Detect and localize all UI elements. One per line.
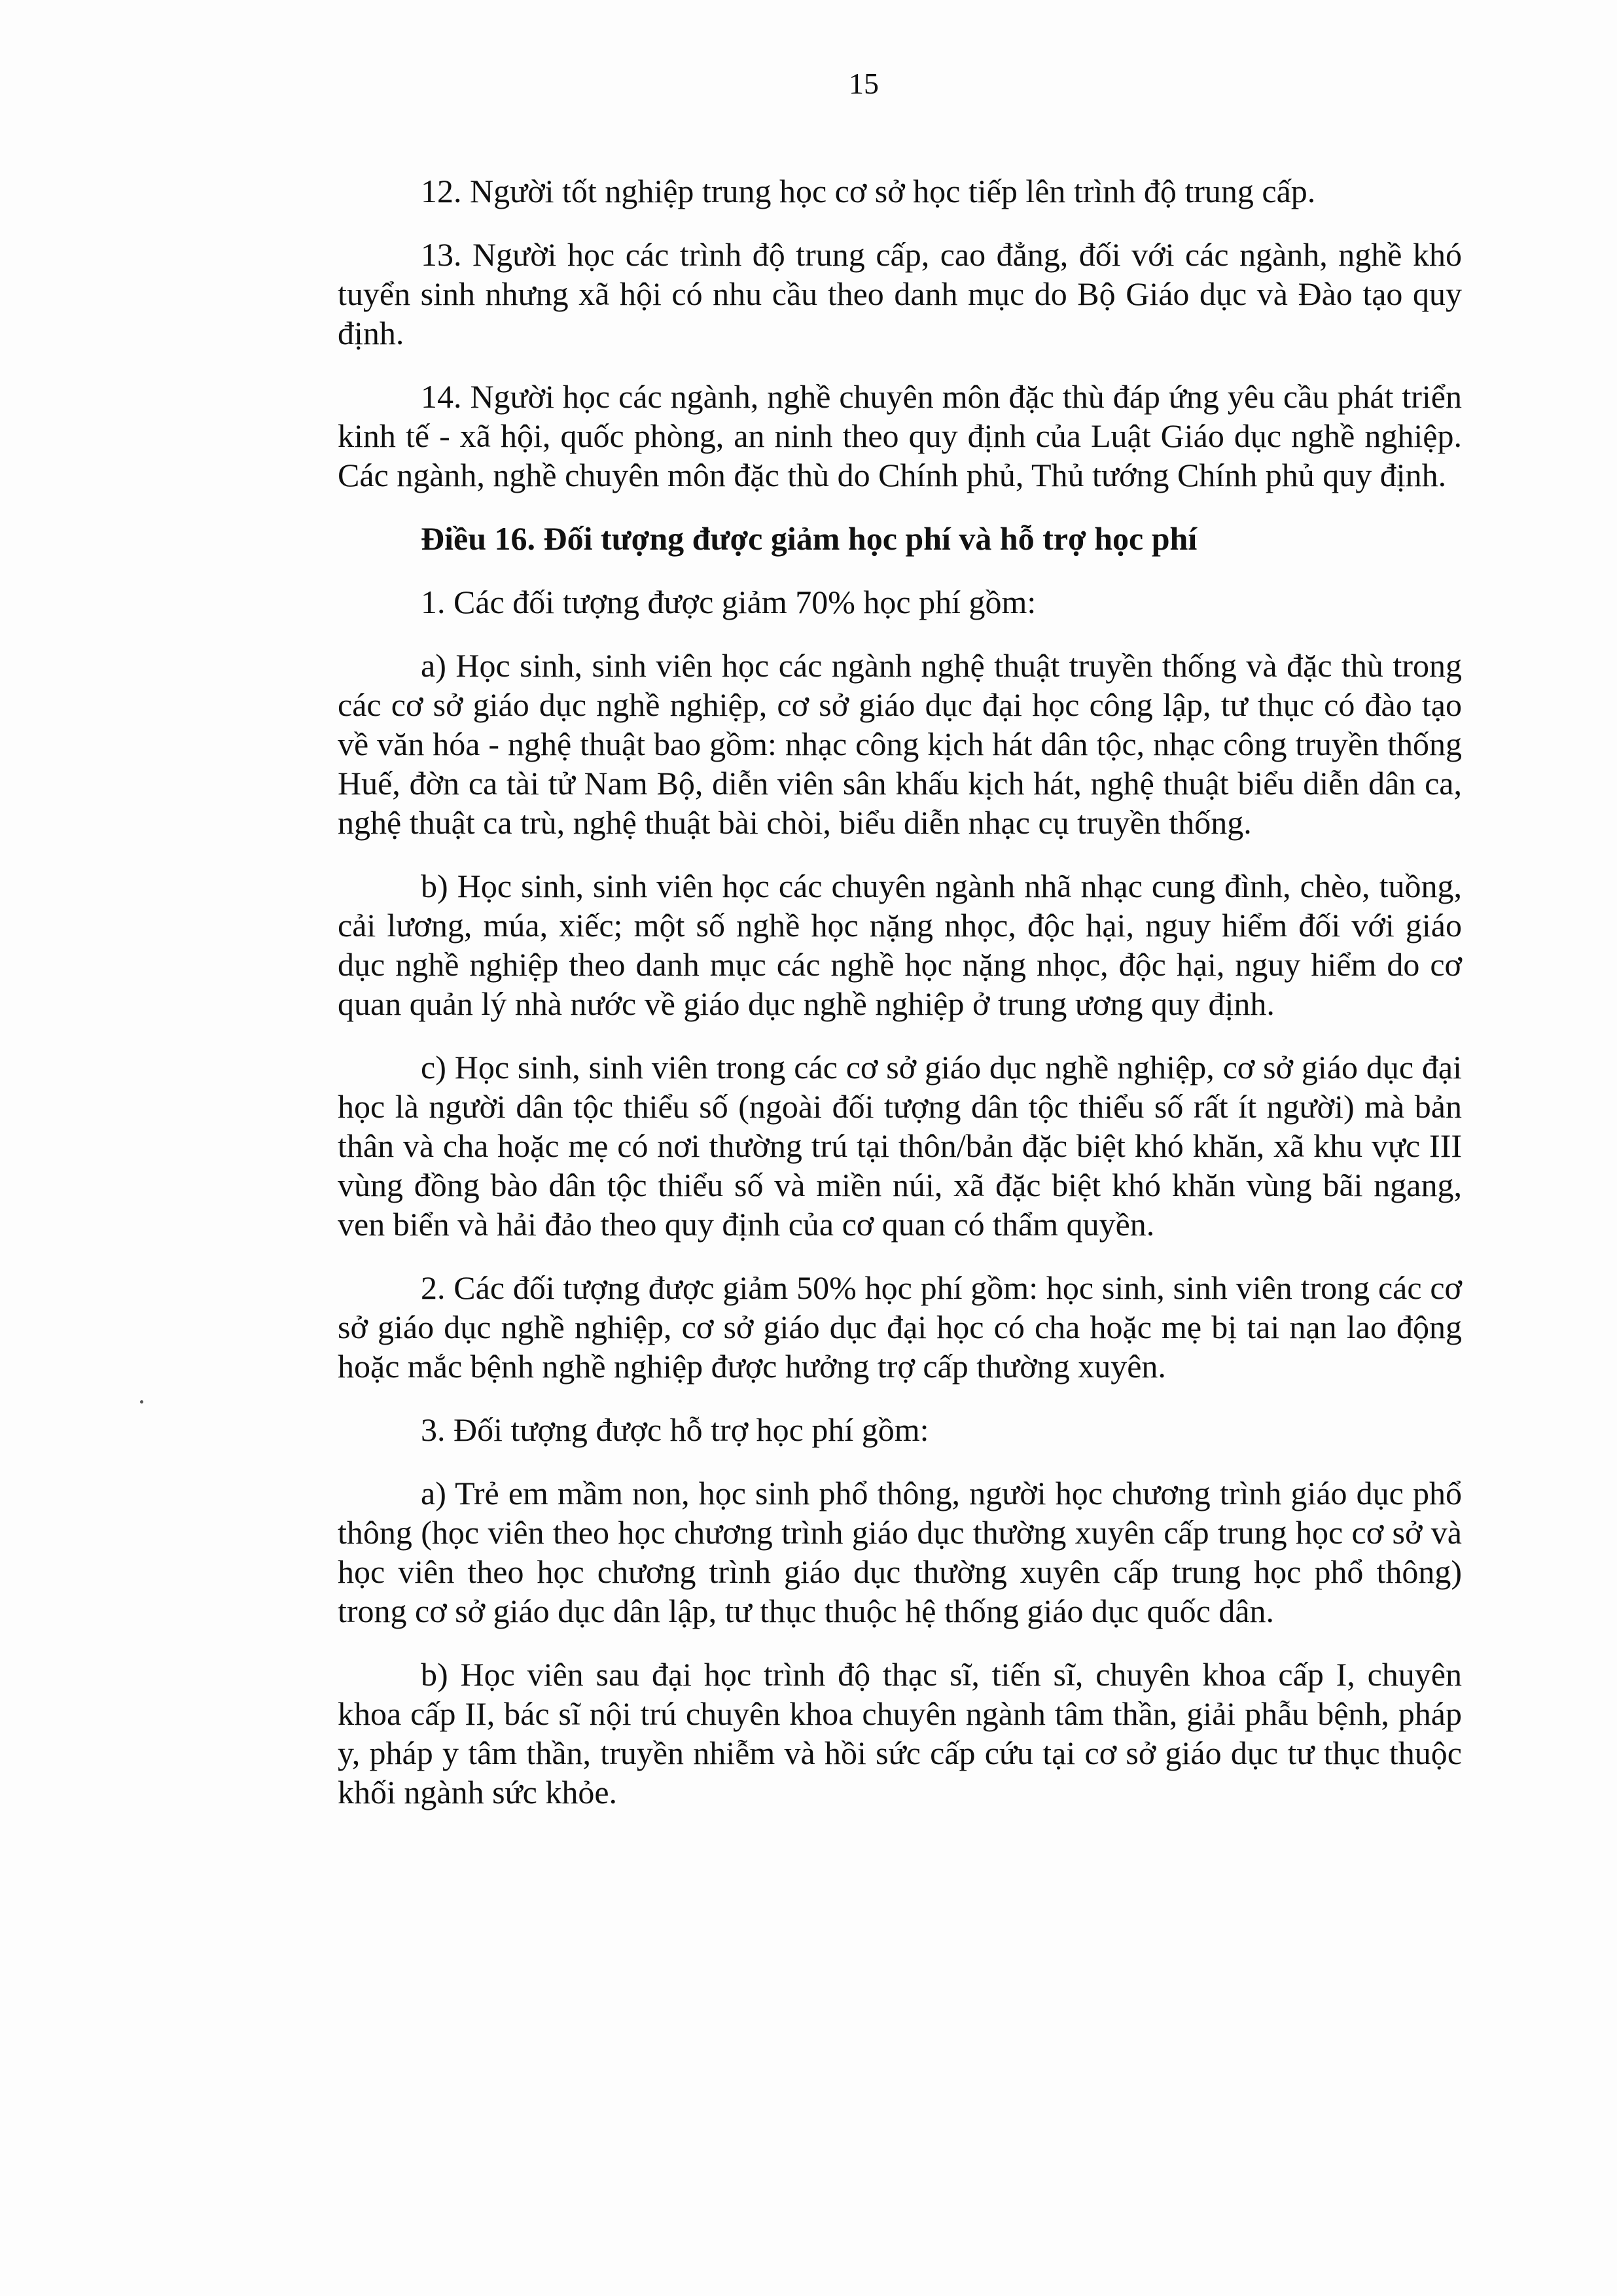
clause-1-point-b: b) Học sinh, sinh viên học các chuyên ngành nhã nhạc cung đình, chèo, tuồng, cải lương, múa, xiếc; một số nghề học nặng nhọc, độc hại, nguy hiểm đối với giáo dục nghề nghiệp theo danh mục các nghề học nặng nhọc, độc hại, nguy hiểm do cơ quan quản lý nhà nước về giáo dục nghề nghiệp ở trung ương quy định. xyxy=(338,868,1462,1022)
clause-3: 3. Đối tượng được hỗ trợ học phí gồm: xyxy=(421,1411,929,1448)
page-number: 15 xyxy=(849,67,879,100)
paragraph-item-12: 12. Người tốt nghiệp trung học cơ sở học tiếp lên trình độ trung cấp. xyxy=(421,173,1316,209)
paragraph-item-14: 14. Người học các ngành, nghề chuyên môn đặc thù đáp ứng yêu cầu phát triển kinh tế - xã hội, quốc phòng, an ninh theo quy định của Luật Giáo dục nghề nghiệp. Các ngành, nghề chuyên môn đặc thù do Chính phủ, Thủ tướng Chính phủ quy định. xyxy=(338,378,1462,493)
article-heading: Điều 16. Đối tượng được giảm học phí và hỗ trợ học phí xyxy=(421,520,1198,557)
clause-1-point-c: c) Học sinh, sinh viên trong các cơ sở giáo dục nghề nghiệp, cơ sở giáo dục đại học là người dân tộc thiểu số (ngoài đối tượng dân tộc thiểu số rất ít người) mà bản thân và cha hoặc mẹ có nơi thường trú tại thôn/bản đặc biệt khó khăn, xã khu vực III vùng đồng bào dân tộc thiểu số và miền núi, xã đặc biệt khó khăn vùng bãi ngang, ven biển và hải đảo theo quy định của cơ quan có thẩm quyền. xyxy=(338,1049,1462,1243)
clause-1-point-a: a) Học sinh, sinh viên học các ngành nghệ thuật truyền thống và đặc thù trong các cơ sở giáo dục nghề nghiệp, cơ sở giáo dục đại học công lập, tư thục có đào tạo về văn hóa - nghệ thuật bao gồm: nhạc công kịch hát dân tộc, nhạc công truyền thống Huế, đờn ca tài tử Nam Bộ, diễn viên sân khấu kịch hát, nghệ thuật biểu diễn dân ca, nghệ thuật ca trù, nghệ thuật bài chòi, biểu diễn nhạc cụ truyền thống. xyxy=(338,647,1462,841)
clause-3-point-a: a) Trẻ em mầm non, học sinh phổ thông, người học chương trình giáo dục phổ thông (học viên theo học chương trình giáo dục thường xuyên cấp trung học cơ sở và học viên theo học chương trình giáo dục thường xuyên cấp trung học phổ thông) trong cơ sở giáo dục dân lập, tư thục thuộc hệ thống giáo dục quốc dân. xyxy=(338,1475,1462,1629)
clause-1: 1. Các đối tượng được giảm 70% học phí gồm: xyxy=(421,584,1037,620)
document-body xyxy=(338,171,1462,1836)
clause-3-point-b: b) Học viên sau đại học trình độ thạc sĩ, tiến sĩ, chuyên khoa cấp I, chuyên khoa cấp II, bác sĩ nội trú chuyên khoa chuyên ngành tâm thần, giải phẫu bệnh, pháp y, pháp y tâm thần, truyền nhiễm và hồi sức cấp cứu tại cơ sở giáo dục tư thục thuộc khối ngành sức khỏe. xyxy=(338,1656,1462,1810)
paragraph-item-13: 13. Người học các trình độ trung cấp, cao đẳng, đối với các ngành, nghề khó tuyển sinh nhưng xã hội có nhu cầu theo danh mục do Bộ Giáo dục và Đào tạo quy định. xyxy=(338,236,1462,351)
scan-speck xyxy=(140,1400,143,1404)
clause-2: 2. Các đối tượng được giảm 50% học phí gồm: học sinh, sinh viên trong các cơ sở giáo dục nghề nghiệp, cơ sở giáo dục đại học có cha hoặc mẹ bị tai nạn lao động hoặc mắc bệnh nghề nghiệp được hưởng trợ cấp thường xuyên. xyxy=(338,1269,1462,1385)
